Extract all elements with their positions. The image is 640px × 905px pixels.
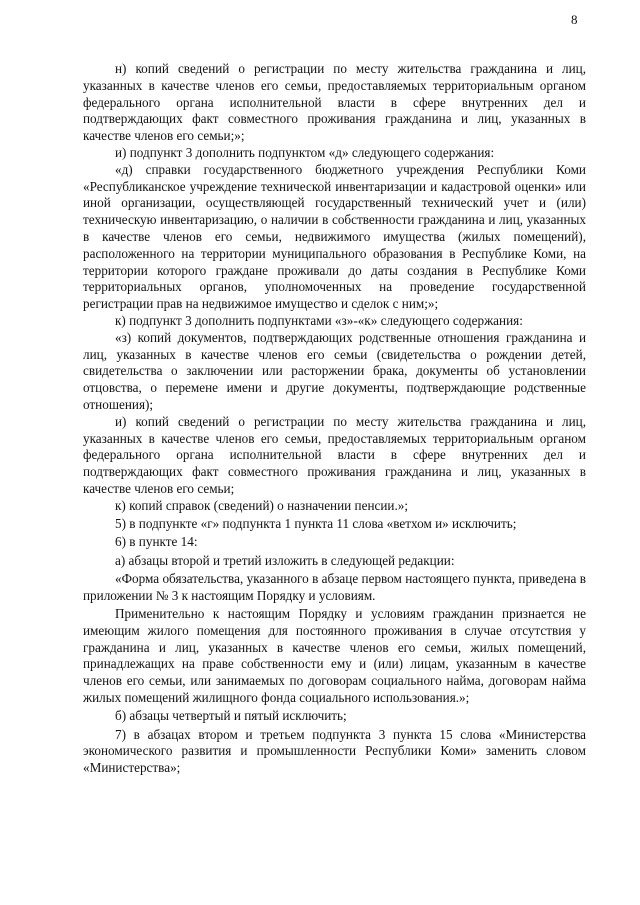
document-body [83, 61, 586, 777]
paragraph: «д) справки государственного бюджетного учреждения Республики Коми «Республиканское учреждение технической инвентаризации и кадастровой оценки» или иной организации, осуществляющей государственный технический учет и (или) техническую инвентаризацию, о наличии в собственности гражданина и лиц, указанных в качестве членов его семьи, недвижимого имущества (жилых помещений), расположенного на территории муниципального образования в Республике Коми, на территории которого граждане проживали до даты создания в Республике Коми территориальных органов, уполномоченных на проведение государственной регистрации прав на недвижимое имущество и сделок с ним;»; [83, 161, 586, 312]
paragraph: и) копий сведений о регистрации по месту жительства гражданина и лиц, указанных в качестве членов его семьи, предоставляемых территориальным органом федерального органа исполнительной власти в сфере внутренних дел и подтверждающих факт совместного проживания гражданина и лиц, указанных в качестве членов его семьи; [83, 413, 586, 496]
paragraph: к) подпункт 3 дополнить подпунктами «з»-«к» следующего содержания: [115, 312, 523, 328]
paragraph: 7) в абзацах втором и третьем подпункта 3 пункта 15 слова «Министерства экономического развития и промышленности Республики Коми» заменить словом «Министерства»; [83, 726, 586, 776]
paragraph: «Форма обязательства, указанного в абзаце первом настоящего пункта, приведена в приложении № 3 к настоящим Порядку и условиям. [83, 570, 586, 603]
paragraph: к) копий справок (сведений) о назначении пенсии.»; [115, 497, 409, 513]
paragraph: н) копий сведений о регистрации по месту жительства гражданина и лиц, указанных в качестве членов его семьи, предоставляемых территориальным органом федерального органа исполнительной власти в сфере внутренних дел и подтверждающих факт совместного проживания гражданина и лиц, указанных в качестве членов его семьи;»; [83, 61, 586, 144]
paragraph: б) абзацы четвертый и пятый исключить; [115, 708, 347, 724]
page-number: 8 [571, 12, 578, 27]
paragraph: «з) копий документов, подтверждающих родственные отношения гражданина и лиц, указанных в качестве членов его семьи (свидетельства о рождении детей, свидетельства о заключении или расторжении брака, документы об установлении отцовства, о перемене имени и другие документы, подтверждающие родственные отношения); [83, 329, 586, 412]
paragraph: а) абзацы второй и третий изложить в следующей редакции: [115, 552, 455, 568]
paragraph: Применительно к настоящим Порядку и условиям гражданин признается не имеющим жилого помещения для постоянного проживания в случае отсутствия у гражданина и лиц, указанных в качестве членов его семьи, жилых помещений, принадлежащих на праве собственности ему и (или) лицам, указанным в качестве членов его семьи, или занимаемых по договорам социального найма, договорам найма жилых помещений жилищного фонда социального использования.»; [83, 606, 586, 705]
paragraph: и) подпункт 3 дополнить подпунктом «д» следующего содержания: [115, 144, 495, 160]
paragraph: 6) в пункте 14: [115, 534, 198, 550]
paragraph: 5) в подпункте «г» подпункта 1 пункта 11 слова «ветхом и» исключить; [115, 516, 517, 532]
